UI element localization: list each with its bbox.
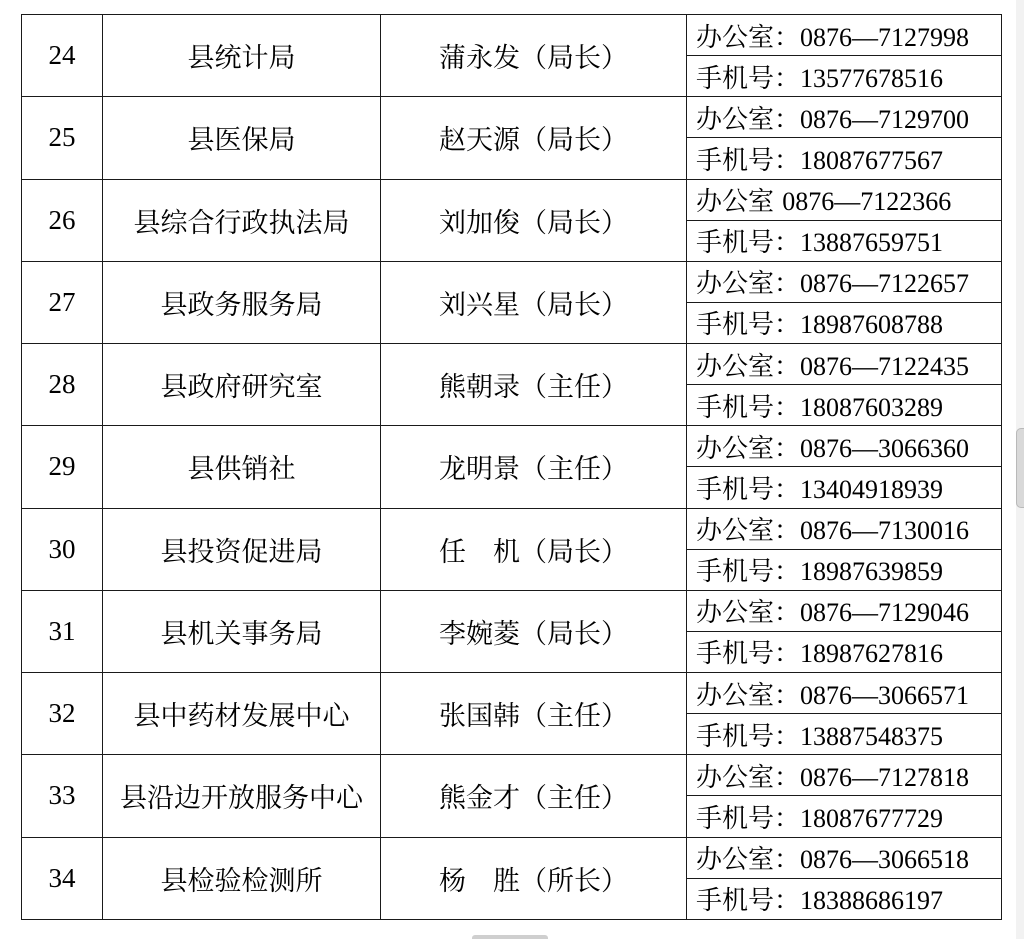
leader-name: 蒲永发（局长） bbox=[381, 15, 687, 97]
row-number: 28 bbox=[22, 344, 103, 426]
leader-name: 杨 胜（所长） bbox=[381, 837, 687, 920]
row-number: 27 bbox=[22, 261, 103, 343]
scroll-handle[interactable] bbox=[1016, 428, 1024, 508]
office-phone: 0876—7129700 bbox=[800, 104, 970, 134]
table-row bbox=[22, 837, 1002, 878]
department-name: 县医保局 bbox=[103, 97, 381, 179]
mobile-label: 手机号： bbox=[696, 63, 801, 94]
row-number: 25 bbox=[22, 97, 103, 179]
leader-name: 刘兴星（局长） bbox=[381, 261, 687, 343]
office-label: 办公室： bbox=[696, 351, 801, 382]
row-number: 29 bbox=[22, 426, 103, 508]
office-phone: 0876—7127998 bbox=[800, 22, 970, 52]
mobile-phone: 13887659751 bbox=[800, 228, 944, 258]
office-label: 办公室： bbox=[696, 516, 801, 547]
mobile-phone: 18087677567 bbox=[800, 145, 944, 175]
office-phone: 0876—3066518 bbox=[800, 845, 970, 875]
mobile-label: 手机号： bbox=[696, 145, 801, 176]
department-name: 县沿边开放服务中心 bbox=[103, 755, 381, 837]
leader-name: 张国韩（主任） bbox=[381, 673, 687, 755]
table-row bbox=[22, 590, 1002, 631]
office-phone-cell bbox=[687, 15, 1002, 56]
mobile-phone: 18987639859 bbox=[800, 557, 944, 587]
mobile-phone: 18987608788 bbox=[800, 310, 944, 340]
department-name: 县综合行政执法局 bbox=[103, 179, 381, 261]
office-phone: 0876—7122435 bbox=[800, 351, 970, 381]
mobile-phone: 13887548375 bbox=[800, 721, 944, 751]
mobile-phone-cell bbox=[687, 220, 1002, 261]
row-number: 34 bbox=[22, 837, 103, 920]
mobile-phone-cell bbox=[687, 138, 1002, 179]
office-label: 办公室： bbox=[696, 269, 801, 300]
row-number: 32 bbox=[22, 673, 103, 755]
office-phone: 0876—7130016 bbox=[800, 516, 970, 546]
contact-table bbox=[21, 14, 1002, 920]
mobile-label: 手机号： bbox=[696, 803, 801, 834]
table-row bbox=[22, 97, 1002, 138]
horizontal-scrollbar-thumb[interactable] bbox=[472, 935, 548, 939]
row-number: 33 bbox=[22, 755, 103, 837]
leader-name: 任 机（局长） bbox=[381, 508, 687, 590]
table-row bbox=[22, 508, 1002, 549]
office-phone: 0876—7127818 bbox=[800, 762, 970, 792]
leader-name: 熊金才（主任） bbox=[381, 755, 687, 837]
office-phone-cell bbox=[687, 508, 1002, 549]
office-phone: 0876—3066360 bbox=[800, 433, 970, 463]
department-name: 县机关事务局 bbox=[103, 590, 381, 672]
leader-name: 刘加俊（局长） bbox=[381, 179, 687, 261]
mobile-phone-cell bbox=[687, 714, 1002, 755]
mobile-label: 手机号： bbox=[696, 886, 801, 917]
office-label: 办公室 bbox=[696, 187, 783, 218]
table-row bbox=[22, 261, 1002, 302]
office-phone-cell bbox=[687, 590, 1002, 631]
mobile-phone: 18987627816 bbox=[800, 639, 944, 669]
mobile-phone-cell bbox=[687, 631, 1002, 672]
department-name: 县政府研究室 bbox=[103, 344, 381, 426]
mobile-phone-cell bbox=[687, 549, 1002, 590]
contact-table-body bbox=[22, 15, 1002, 920]
office-label: 办公室： bbox=[696, 845, 801, 876]
mobile-phone-cell bbox=[687, 385, 1002, 426]
row-number: 26 bbox=[22, 179, 103, 261]
office-phone-cell bbox=[687, 426, 1002, 467]
office-label: 办公室： bbox=[696, 762, 801, 793]
mobile-phone: 18388686197 bbox=[800, 886, 944, 916]
department-name: 县供销社 bbox=[103, 426, 381, 508]
table-row bbox=[22, 673, 1002, 714]
office-phone-cell bbox=[687, 755, 1002, 796]
office-phone: 0876—7129046 bbox=[800, 598, 970, 628]
mobile-phone-cell bbox=[687, 56, 1002, 97]
table-row bbox=[22, 179, 1002, 220]
table-row bbox=[22, 344, 1002, 385]
office-phone-cell bbox=[687, 344, 1002, 385]
mobile-phone: 13577678516 bbox=[800, 63, 944, 93]
office-phone-cell bbox=[687, 261, 1002, 302]
leader-name: 赵天源（局长） bbox=[381, 97, 687, 179]
office-phone: 0876—7122657 bbox=[800, 269, 970, 299]
table-row bbox=[22, 426, 1002, 467]
row-number: 24 bbox=[22, 15, 103, 97]
office-phone-cell bbox=[687, 673, 1002, 714]
mobile-label: 手机号： bbox=[696, 557, 801, 588]
table-row bbox=[22, 755, 1002, 796]
office-label: 办公室： bbox=[696, 433, 801, 464]
leader-name: 李婉菱（局长） bbox=[381, 590, 687, 672]
office-label: 办公室： bbox=[696, 680, 801, 711]
office-phone-cell bbox=[687, 97, 1002, 138]
row-number: 31 bbox=[22, 590, 103, 672]
mobile-phone-cell bbox=[687, 878, 1002, 919]
department-name: 县统计局 bbox=[103, 15, 381, 97]
mobile-phone: 13404918939 bbox=[800, 474, 944, 504]
leader-name: 熊朝录（主任） bbox=[381, 344, 687, 426]
mobile-phone-cell bbox=[687, 796, 1002, 837]
office-phone-cell bbox=[687, 179, 1002, 220]
department-name: 县投资促进局 bbox=[103, 508, 381, 590]
mobile-label: 手机号： bbox=[696, 639, 801, 670]
office-phone-cell bbox=[687, 837, 1002, 878]
department-name: 县政务服务局 bbox=[103, 261, 381, 343]
department-name: 县检验检测所 bbox=[103, 837, 381, 920]
mobile-phone: 18087677729 bbox=[800, 803, 944, 833]
office-label: 办公室： bbox=[696, 22, 801, 53]
table-row bbox=[22, 15, 1002, 56]
mobile-label: 手机号： bbox=[696, 310, 801, 341]
row-number: 30 bbox=[22, 508, 103, 590]
office-label: 办公室： bbox=[696, 104, 801, 135]
mobile-phone: 18087603289 bbox=[800, 392, 944, 422]
mobile-label: 手机号： bbox=[696, 228, 801, 259]
mobile-phone-cell bbox=[687, 302, 1002, 343]
mobile-label: 手机号： bbox=[696, 474, 801, 505]
mobile-label: 手机号： bbox=[696, 392, 801, 423]
leader-name: 龙明景（主任） bbox=[381, 426, 687, 508]
office-phone: 0876—3066571 bbox=[800, 680, 970, 710]
department-name: 县中药材发展中心 bbox=[103, 673, 381, 755]
office-label: 办公室： bbox=[696, 598, 801, 629]
mobile-label: 手机号： bbox=[696, 721, 801, 752]
mobile-phone-cell bbox=[687, 467, 1002, 508]
office-phone: 0876—7122366 bbox=[782, 187, 952, 217]
